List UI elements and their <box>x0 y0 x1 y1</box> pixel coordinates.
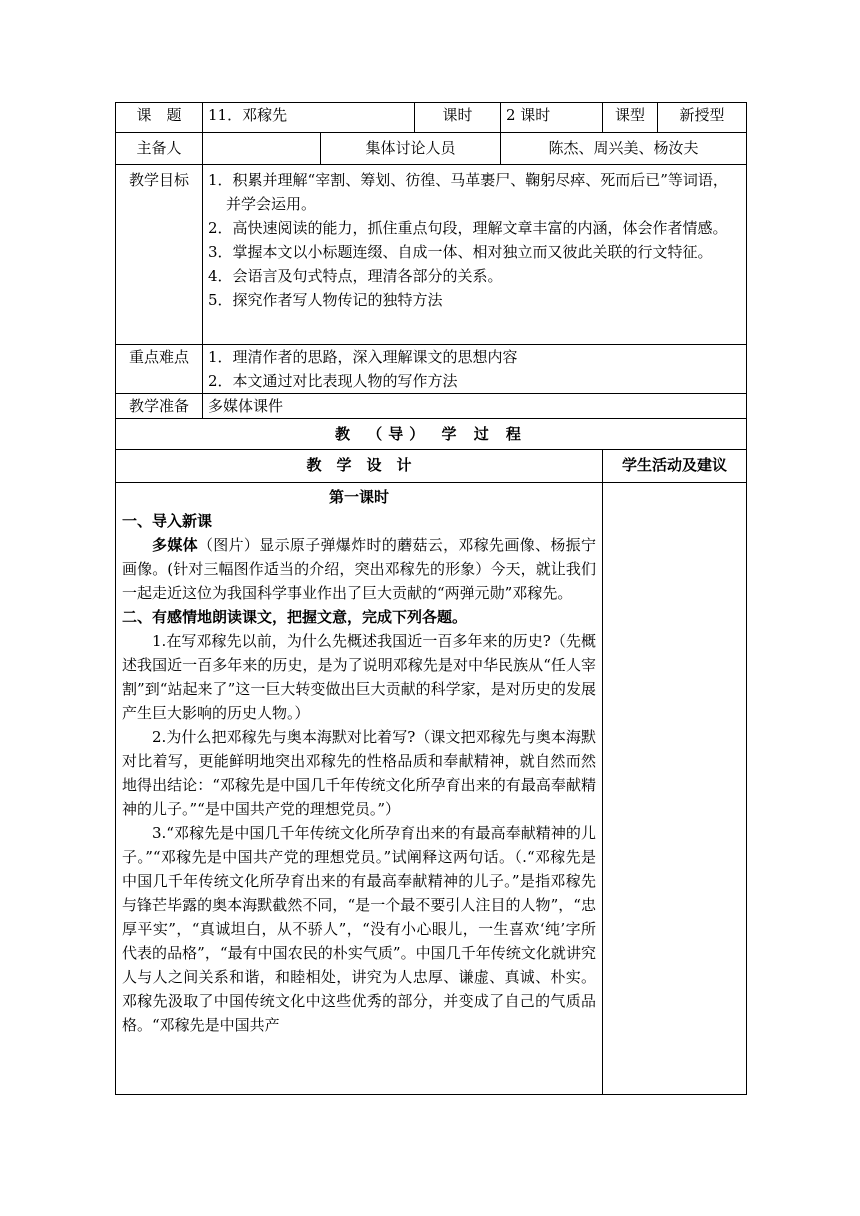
topic-value: 11．邓稼先 <box>203 103 415 133</box>
question-2: 2.为什么把邓稼先与奥本海默对比着写?（课文把邓稼先与奥本海默对比着写，更能鲜明地突出邓稼先的性格品质和奉献精神，就自然而然地得出结论：“邓稼先是中国几千年传统文化所孕育出来的有最高奉献精神的儿子。”“是中国共产党的理想党员。”） <box>122 728 596 818</box>
activity-content <box>603 483 747 1095</box>
type-label: 课型 <box>603 103 658 133</box>
goals-row <box>116 165 747 345</box>
topic-label: 课 题 <box>116 103 203 133</box>
section-2-title: 二、有感情地朗读课文，把握文意，完成下列各题。 <box>122 608 468 626</box>
goals-label: 教学目标 <box>116 165 203 345</box>
goal-item-2: 2．高快速阅读的能力，抓住重点句段，理解文章丰富的内涵，体会作者情感。 <box>208 219 728 237</box>
info-row-topic <box>116 103 747 133</box>
lesson-plan-table <box>115 102 747 1095</box>
prep-label: 教学准备 <box>116 394 203 419</box>
design-body-row <box>116 483 747 1095</box>
hours-label: 课时 <box>415 103 501 133</box>
goal-item-1: 1．积累并理解“宰割、筹划、彷徨、马革裹尸、鞠躬尽瘁、死而后已”等词语，并学会运用。 <box>208 171 728 213</box>
section-1-title: 一、导入新课 <box>122 512 213 530</box>
lesson-plan-page <box>115 102 746 1095</box>
preparer-value <box>203 133 321 165</box>
activity-header: 学生活动及建议 <box>603 450 747 483</box>
lesson-title: 第一课时 <box>328 488 389 506</box>
info-row-preparer <box>116 133 747 165</box>
goals-content <box>203 165 747 345</box>
prep-value: 多媒体课件 <box>203 394 747 419</box>
prep-row <box>116 394 747 419</box>
question-1: 1.在写邓稼先以前，为什么先概述我国近一百多年来的历史?（先概述我国近一百多年来的历史，是为了说明邓稼先是对中华民族从“任人宰割”到“站起来了”这一巨大转变做出巨大贡献的科学家，是对历史的发展产生巨大影响的历史人物。） <box>122 632 596 722</box>
intro-paragraph <box>122 533 596 605</box>
intro-text: （图片）显示原子弹爆炸时的蘑菇云，邓稼先画像、杨振宁画像。(针对三幅图作适当的介绍，突出邓稼先的形象）今天，就让我们一起走近这位为我国科学事业作出了巨大贡献的“两弹元勋”邓稼先。 <box>122 536 596 602</box>
key-point-item-2: 2．本文通过对比表现人物的写作方法 <box>208 372 458 390</box>
goal-item-3: 3．掌握本文以小标题连缀、自成一体、相对独立而又彼此关联的行文特征。 <box>208 243 713 261</box>
key-points-content <box>203 345 747 394</box>
goal-item-4: 4．会语言及句式特点，理清各部分的关系。 <box>208 267 503 285</box>
goals-list <box>208 168 742 312</box>
discussion-value: 陈杰、周兴美、杨汝夫 <box>501 133 747 165</box>
goal-item-5: 5．探究作者写人物传记的独特方法 <box>208 291 443 309</box>
key-point-item-1: 1．理清作者的思路，深入理解课文的思想内容 <box>208 348 518 366</box>
key-points-label: 重点难点 <box>116 345 203 394</box>
question-3: 3.“邓稼先是中国几千年传统文化所孕育出来的有最高奉献精神的儿子。”“邓稼先是中国共产党的理想党员。”试阐释这两句话。（.“邓稼先是中国几千年传统文化所孕育出来的有最高奉献精神的儿子。”是指邓稼先与锋芒毕露的奥本海默截然不同，“是一个最不要引人注目的人物”，“忠厚平实”，“真诚坦白，从不骄人”，“没有小心眼儿，一生喜欢‘纯’字所代表的品格”，“最有中国农民的朴实气质”。中国几千年传统文化就讲究人与人之间关系和谐，和睦相处，讲究为人忠厚、谦虚、真诚、朴实。邓稼先汲取了中国传统文化中这些优秀的部分，并变成了自己的气质品格。“邓稼先是中国共产 <box>122 824 596 1034</box>
design-header-row <box>116 450 747 483</box>
process-title: 教 （导） 学 过 程 <box>116 419 747 450</box>
key-points-row <box>116 345 747 394</box>
hours-value: 2 课时 <box>501 103 603 133</box>
design-content <box>116 483 603 1095</box>
discussion-label: 集体讨论人员 <box>321 133 501 165</box>
type-value: 新授型 <box>658 103 747 133</box>
design-header: 教 学 设 计 <box>116 450 603 483</box>
preparer-label: 主备人 <box>116 133 203 165</box>
intro-bold: 多媒体 <box>152 536 198 554</box>
process-title-row <box>116 419 747 450</box>
